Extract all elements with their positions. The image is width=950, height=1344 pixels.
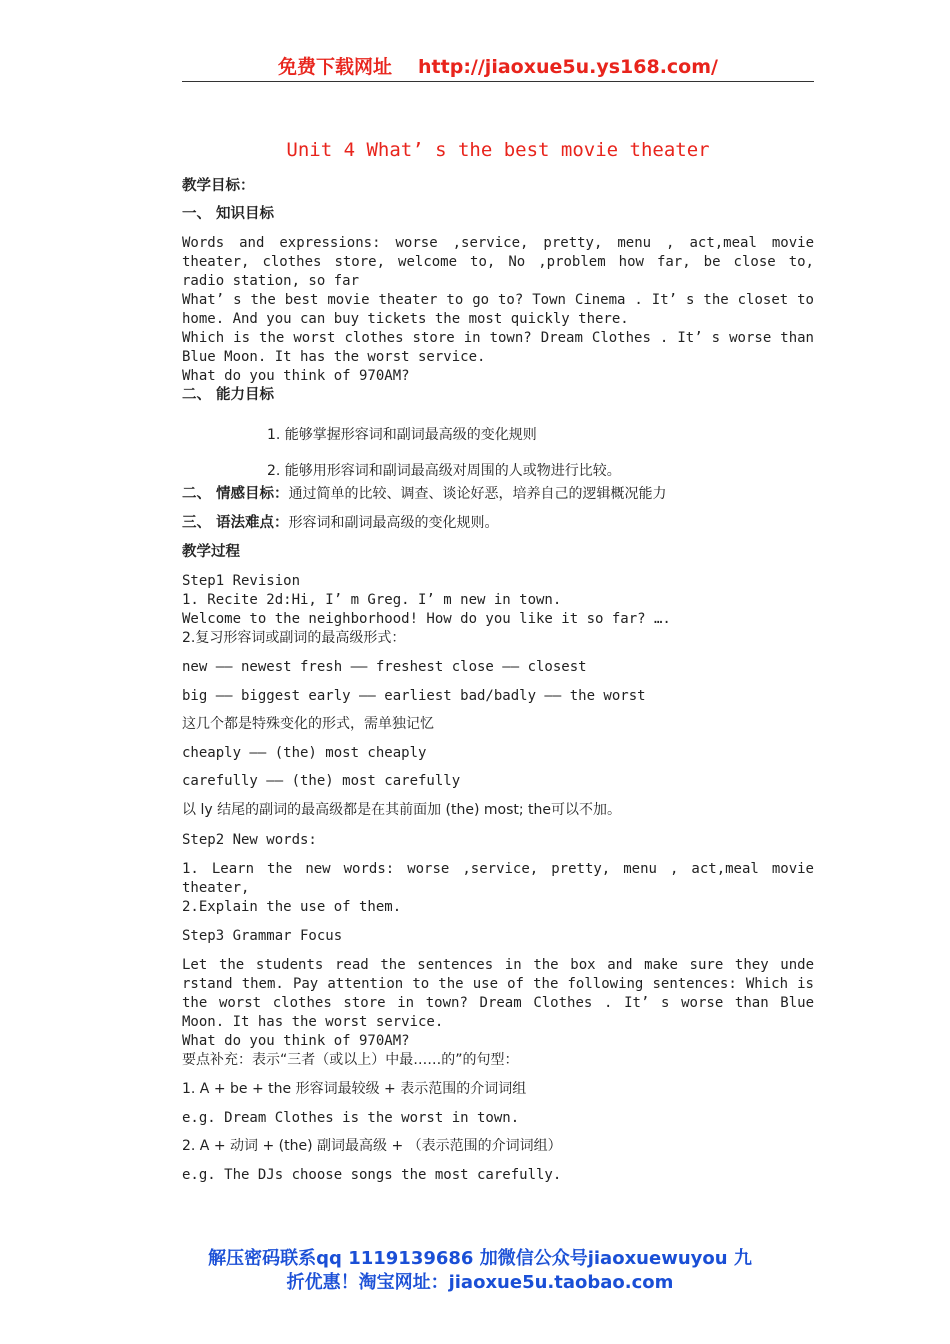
heading-emotional-goals: 二、 情感目标：: [182, 486, 289, 502]
text-line: 1. Learn the new words: worse ,service, pretty, menu , act,meal movie: [182, 861, 814, 877]
text-line: Blue Moon. It has the worst service.: [182, 349, 486, 365]
heading-grammar-difficulty: 三、 语法难点：: [182, 515, 289, 531]
text-line: 1. Recite 2d:Hi, I’ m Greg. I’ m new in town.: [182, 592, 562, 608]
emotional-goals-line: [182, 485, 814, 504]
example-line: big —— biggest early —— earliest bad/badly —— the worst: [182, 688, 646, 704]
heading-ability-goals: 二、 能力目标: [182, 387, 275, 403]
step-heading: Step1 Revision: [182, 573, 301, 589]
text-line: theater,: [182, 880, 250, 896]
text-line: What do you think of 970AM?: [182, 1033, 410, 1049]
page-header: [182, 52, 814, 79]
example-line: e.g. Dream Clothes is the worst in town.: [182, 1110, 520, 1126]
text-line: rstand them. Pay attention to the use of the following sentences: Which is: [182, 976, 814, 992]
footer-line-1: 解压密码联系qq 1119139686 加微信公众号jiaoxuewuyou 九: [208, 1248, 752, 1269]
header-url-link[interactable]: http://jiaoxue5u.ys168.com/: [418, 56, 718, 78]
text-line: Which is the worst clothes store in town? Dream Clothes . It’ s worse than: [182, 330, 814, 346]
list-item: 2. 能够用形容词和副词最高级对周围的人或物进行比较。: [267, 463, 621, 479]
step-heading: Step2 New words:: [182, 832, 317, 848]
text-line: 2.Explain the use of them.: [182, 899, 402, 915]
section-heading-process: 教学过程: [182, 544, 240, 560]
heading-knowledge-goals: 一、 知识目标: [182, 206, 275, 222]
section-heading-objectives: 教学目标：: [182, 178, 255, 194]
pattern-line: 2. A + 动词 + (the) 副词最高级 + （表示范围的介词词组）: [182, 1138, 562, 1154]
text-line: What’ s the best movie theater to go to? Town Cinema . It’ s the closet to: [182, 292, 814, 308]
text-line: the worst clothes store in town? Dream Clothes . It’ s worse than Blue: [182, 995, 814, 1011]
example-line: e.g. The DJs choose songs the most carefully.: [182, 1167, 562, 1183]
text-line: Let the students read the sentences in the box and make sure they unde: [182, 957, 814, 973]
example-line: cheaply —— (the) most cheaply: [182, 745, 427, 761]
pattern-line: 1. A + be + the 形容词最较级 + 表示范围的介词词组: [182, 1081, 527, 1097]
list-item: 1. 能够掌握形容词和副词最高级的变化规则: [267, 427, 537, 443]
text-line: 以 ly 结尾的副词的最高级都是在其前面加 (the) most; the可以不加。: [182, 802, 622, 818]
text-line: Welcome to the neighborhood! How do you like it so far? ….: [182, 611, 671, 627]
example-line: new —— newest fresh —— freshest close —— closest: [182, 659, 587, 675]
text-line: radio station, so far: [182, 273, 360, 289]
text-line: 这几个都是特殊变化的形式，需单独记忆: [182, 716, 434, 732]
step-heading: Step3 Grammar Focus: [182, 928, 343, 944]
text-line: Words and expressions: worse ,service, pretty, menu , act,meal movie: [182, 235, 814, 251]
text-line: 2.复习形容词或副词的最高级形式：: [182, 630, 406, 646]
text-line: theater, clothes store, welcome to, No ,problem how far, be close to,: [182, 254, 814, 270]
text-line: 要点补充：表示“三者（或以上）中最……的”的句型：: [182, 1052, 519, 1068]
text-line: Moon. It has the worst service.: [182, 1014, 444, 1030]
text-line: home. And you can buy tickets the most quickly there.: [182, 311, 629, 327]
header-label: 免费下载网址: [278, 56, 393, 78]
document-title: Unit 4 What’ s the best movie theater: [286, 139, 710, 161]
grammar-difficulty-line: [182, 514, 814, 533]
example-line: carefully —— (the) most carefully: [182, 773, 461, 789]
footer-line-2: 折优惠！淘宝网址：jiaoxue5u.taobao.com: [286, 1272, 674, 1293]
header-divider: [182, 81, 814, 82]
text-line: What do you think of 970AM?: [182, 368, 410, 384]
emotional-goals-text: 通过简单的比较、调查、谈论好恶，培养自己的逻辑概况能力: [288, 486, 667, 502]
grammar-difficulty-text: 形容词和副词最高级的变化规则。: [288, 515, 499, 531]
